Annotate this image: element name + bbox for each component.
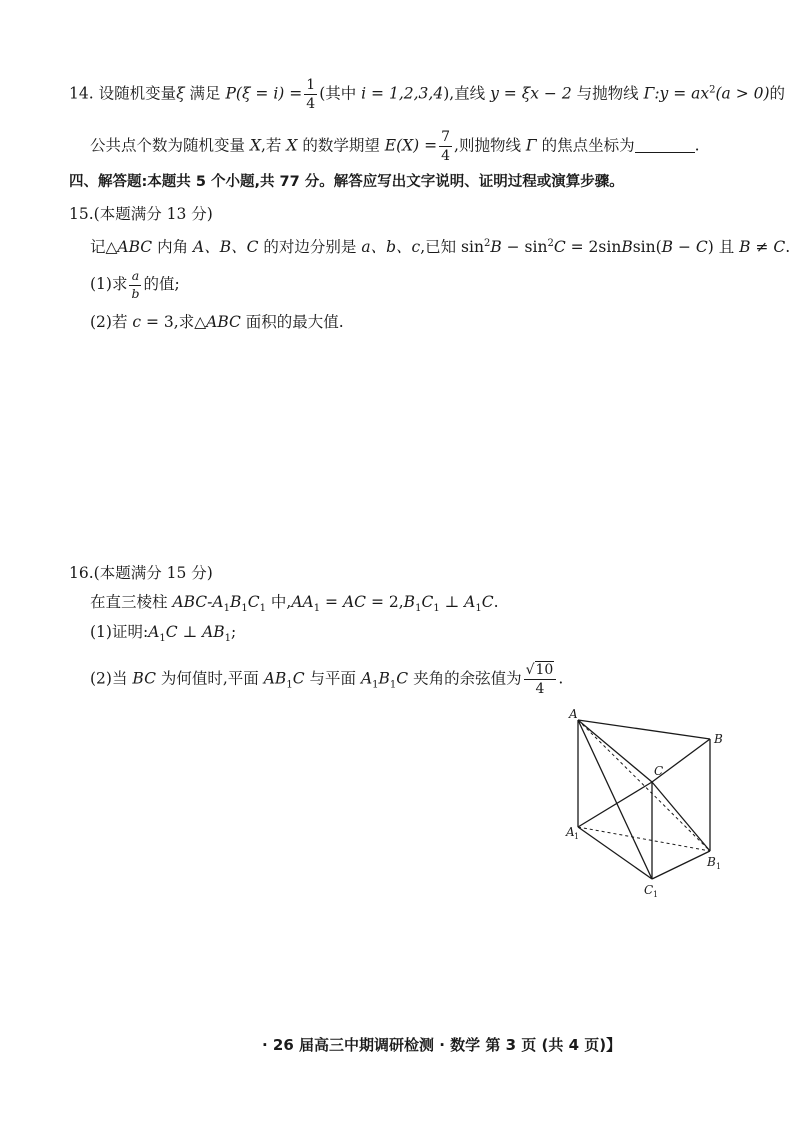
q16-var: ABC-A [172,593,224,611]
q14-cond2: (a > 0) [715,84,770,103]
q16-var: C [247,593,260,611]
q16-var: C [481,593,494,611]
q14-text: 的焦点坐标为 [536,136,635,155]
q16-var: B [403,593,416,611]
q14-text: ),直线 [443,84,491,103]
edge-C1-B1 [652,851,710,879]
q15-var: B ≠ C [739,238,786,257]
label-C: C [654,764,664,778]
q14-text: 与抛物线 [571,84,644,103]
q15-stem [90,233,790,258]
q16-sub: 1 [159,633,166,645]
q16-var: B [229,593,242,611]
q15-var: C [553,238,566,257]
q16-text: ⊥ [177,623,203,641]
q14-text: ,则抛物线 [454,136,526,155]
frac-num: 7 [441,129,451,145]
label-A1-sub: 1 [574,832,580,841]
q15-var: B − C [661,238,708,257]
q14-text: 的 [769,84,786,103]
q15-text: 的值; [143,275,180,293]
frac-num [524,663,557,680]
label-A: A [569,707,578,721]
q16-var: C [292,669,305,688]
q15-text: . [785,238,791,257]
q16-var: B [378,669,390,688]
q16-sub: 1 [224,633,232,645]
label-B1-sub: 1 [716,862,722,871]
q14-x: X [286,136,298,155]
q16-var: AB [202,623,225,641]
q16-text: 在直三棱柱 [90,593,173,611]
q15-var: c [132,313,142,331]
q16-var: AA [291,593,314,611]
q14-gamma: Γ [525,136,537,155]
q16-var: AC [342,593,367,611]
q15-text: = 2sin [565,238,622,257]
q15-var: a、b、c [361,238,421,257]
q14-frac-7-4 [439,130,452,163]
q14-text: ,若 [260,136,287,155]
q14-text: 公共点个数为随机变量 [90,136,250,155]
q16-var: C [421,593,434,611]
edge-A-C1 [578,720,652,879]
q16-sub: 1 [241,603,248,615]
radicand: 10 [535,662,554,678]
q16-var: A [148,623,160,641]
q14-text: 满足 [184,84,226,103]
q14-prob: P(ξ = i) = [225,84,303,103]
q16-text: 与平面 [304,669,361,688]
frac-num: a [129,270,141,286]
q15-frac-a-b [129,270,141,300]
q14-cond: i = 1,2,3,4 [361,84,444,103]
q16-text: 为何值时,平面 [155,669,264,688]
q14-text: 14. 设随机变量 [69,84,177,103]
label-A1: A [566,825,575,839]
label-B: B [714,732,723,746]
q14-xi: ξ [176,84,185,103]
frac-den: 4 [306,96,316,112]
q14-parabola: Γ:y = ax [643,84,710,103]
q14-text: 的数学期望 [297,136,385,155]
section-4-heading: 四、解答题:本题共 5 个小题,共 77 分。解答应写出文字说明、证明过程或演算步骤。 [69,174,624,190]
q15-var: B [490,238,502,257]
answer-blank[interactable] [635,136,695,153]
q14-exp: 2 [709,84,716,96]
label-B1: B [707,855,716,869]
q16-head: 16.(本题满分 15 分) [69,564,213,582]
q14-x: X [249,136,261,155]
page-footer: · 26 届高三中期调研检测 · 数学 第 3 页 (共 4 页)】 [262,1036,622,1054]
q16-sub: 1 [372,679,379,691]
q15-text: ,已知 sin [420,238,484,257]
q16-text: ; [231,623,237,641]
q16-text: . [493,593,499,611]
q14-text: . [694,136,700,155]
q16-text: . [558,669,564,688]
q15-part1 [90,270,180,300]
q16-text: (1)证明: [90,623,149,641]
q16-sub: 1 [223,603,230,615]
q15-exp: 2 [483,238,491,249]
q14-line-eq: y = ξx − 2 [490,84,572,103]
q15-text: (1)求 [90,275,128,293]
q15-text: 内角 [152,238,194,257]
q15-text: 面积的最大值. [240,313,344,331]
frac-den: 4 [441,148,451,164]
edge-A1-B1-dashed [578,827,710,851]
q16-stem [90,591,499,620]
q15-text: ) 且 [707,238,740,257]
q14-expectation: E(X) = [384,136,438,155]
q16-text: 中, [266,593,292,611]
edge-C-B1 [652,782,710,851]
frac-num: 1 [306,77,316,93]
q15-head: 15.(本题满分 13 分) [69,205,213,223]
edge-A-B1-dashed [578,720,710,851]
q15-exp: 2 [547,238,554,249]
q16-sub: 1 [389,679,397,691]
q15-text: sin( [632,238,662,257]
q15-var: A、B、C [193,238,259,257]
q16-var: C [396,669,409,688]
q16-sub: 1 [286,679,293,691]
sqrt-sign: √10 [525,662,554,678]
q14-line1 [69,78,785,111]
q16-text: 夹角的余弦值为 [408,669,522,688]
prism-figure [560,705,730,905]
q15-var: ABC [117,238,153,257]
q16-text: ⊥ [439,593,465,611]
q16-sub: 1 [475,603,482,615]
q16-var: A [464,593,476,611]
q16-var: C [165,623,178,641]
q16-var: BC [132,669,156,688]
q16-text: (2)当 [90,669,133,688]
q16-part2 [90,663,563,697]
q15-part2 [90,311,344,333]
q16-var: A [360,669,373,688]
q16-sub: 1 [433,603,440,615]
edge-A1-C1 [578,827,652,879]
frac-den: 4 [535,681,545,697]
q14-frac-1-4 [304,78,317,111]
q16-sub: 1 [313,603,321,615]
edge-A1-C [578,782,652,827]
q15-var: B [621,238,633,257]
q16-var: AB [263,669,287,688]
q16-sub: 1 [259,603,266,615]
q15-text: 记△ [90,238,118,257]
q16-sub: 1 [415,603,422,615]
frac-den: b [131,285,140,301]
q16-text: = [320,593,343,611]
label-C1-sub: 1 [653,890,659,899]
q15-text: − sin [501,238,548,257]
q16-part1 [90,621,236,650]
label-C1: C [644,883,654,897]
q15-text: = 3,求△ [141,313,207,331]
q15-text: 的对边分别是 [258,238,362,257]
q16-frac-sqrt10-4 [524,663,557,696]
q14-text: (其中 [319,84,362,103]
q14-line2 [90,130,700,163]
q16-text: = 2, [366,593,404,611]
q15-text: (2)若 [90,313,133,331]
q15-var: ABC [206,313,241,331]
